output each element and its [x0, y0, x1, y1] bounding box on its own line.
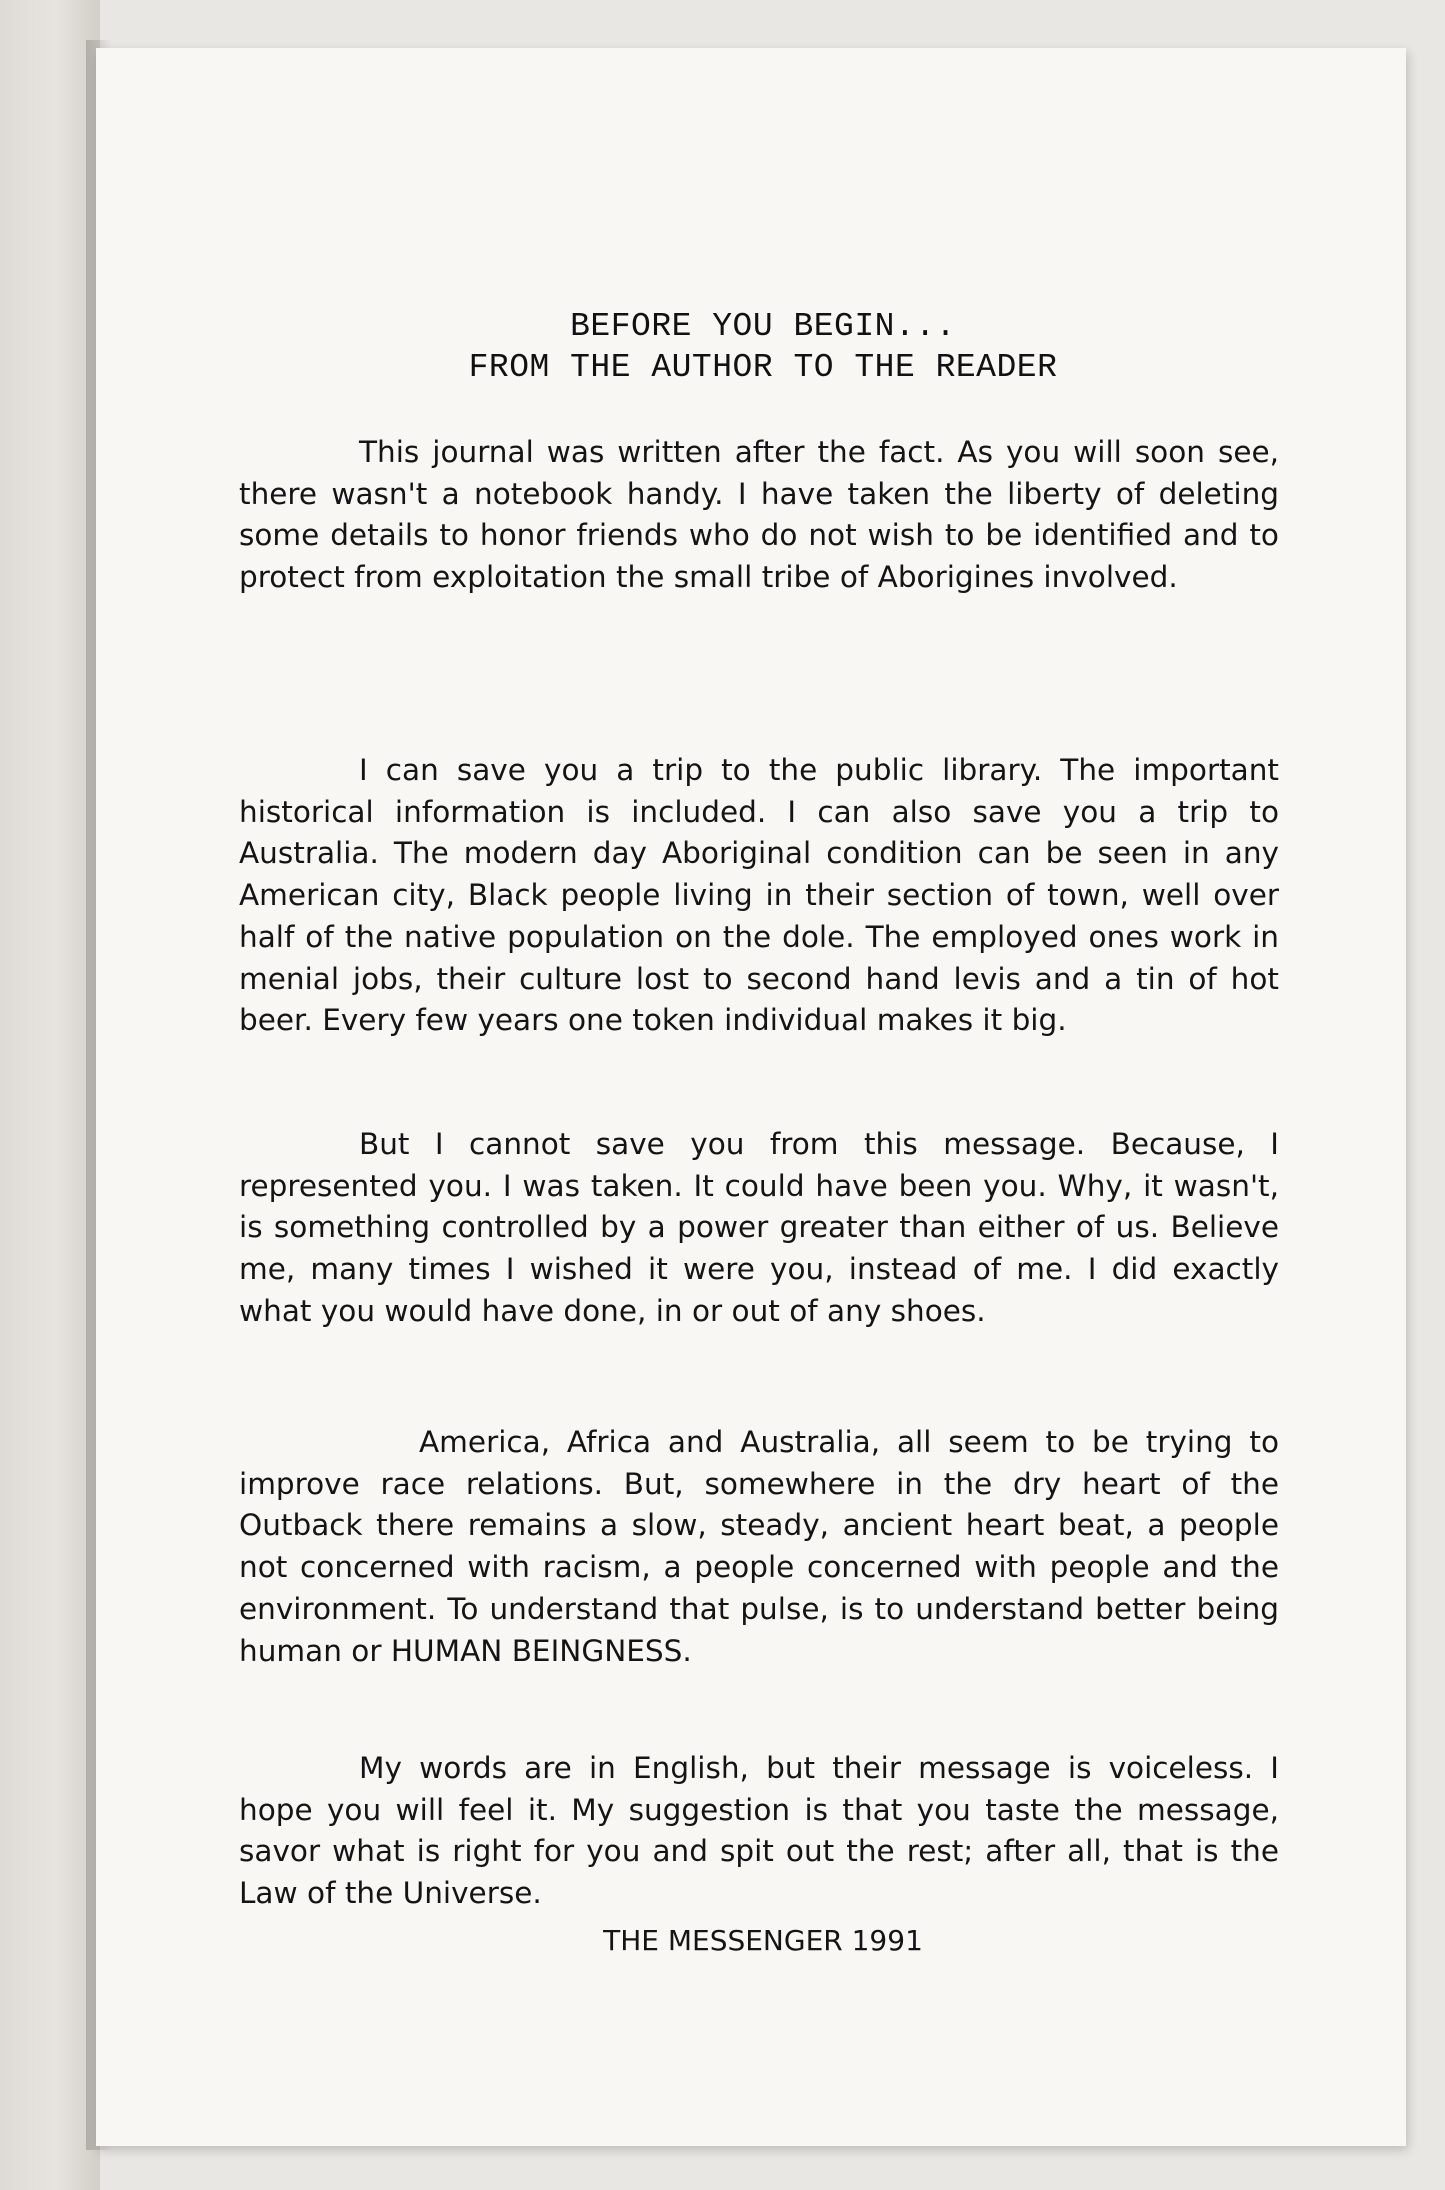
heading-line-1: BEFORE YOU BEGIN...	[570, 308, 956, 345]
page-heading	[96, 306, 1406, 388]
paragraph-4: America, Africa and Australia, all seem to be trying to improve race relations. But, somewhere in the dry heart of the Outback there remains a slow, steady, ancient heart beat, a people not concerned with racism, a people concerned with people and the environment. To understand that pulse, is to understand better being human or HUMAN BEINGNESS.	[239, 1425, 1279, 1668]
paragraph-3: But I cannot save you from this message. Because, I represented you. I was taken. It could have been you. Why, it wasn't, is something controlled by a power greater than either of us. Believe me, many times I wished it were you, instead of me. I did exactly what you would have done, in or out of any shoes.	[239, 1127, 1279, 1328]
signature	[96, 1924, 1406, 1957]
paragraph-2: I can save you a trip to the public library. The important historical information is included. I can also save you a trip to Australia. The modern day Aboriginal condition can be seen in any American city, Black people living in their section of town, well over half of the native population on the dole. The employed ones work in menial jobs, their culture lost to second hand levis and a tin of hot beer. Every few years one token individual makes it big.	[239, 753, 1279, 1038]
book-page	[96, 48, 1406, 2146]
paragraph-5: My words are in English, but their message is voiceless. I hope you will feel it. My suggestion is that you taste the message, savor what is right for you and spit out the rest; after all, that is the Law of the Universe.	[239, 1751, 1279, 1911]
heading-line-2: FROM THE AUTHOR TO THE READER	[468, 349, 1058, 386]
left-page-edge	[0, 0, 100, 2190]
signature-text: THE MESSENGER 1991	[603, 1924, 923, 1957]
paragraph-1: This journal was written after the fact. As you will soon see, there wasn't a notebook handy. I have taken the liberty of deleting some details to honor friends who do not wish to be identified and to protect from exploitation the small tribe of Aborigines involved.	[239, 435, 1279, 595]
